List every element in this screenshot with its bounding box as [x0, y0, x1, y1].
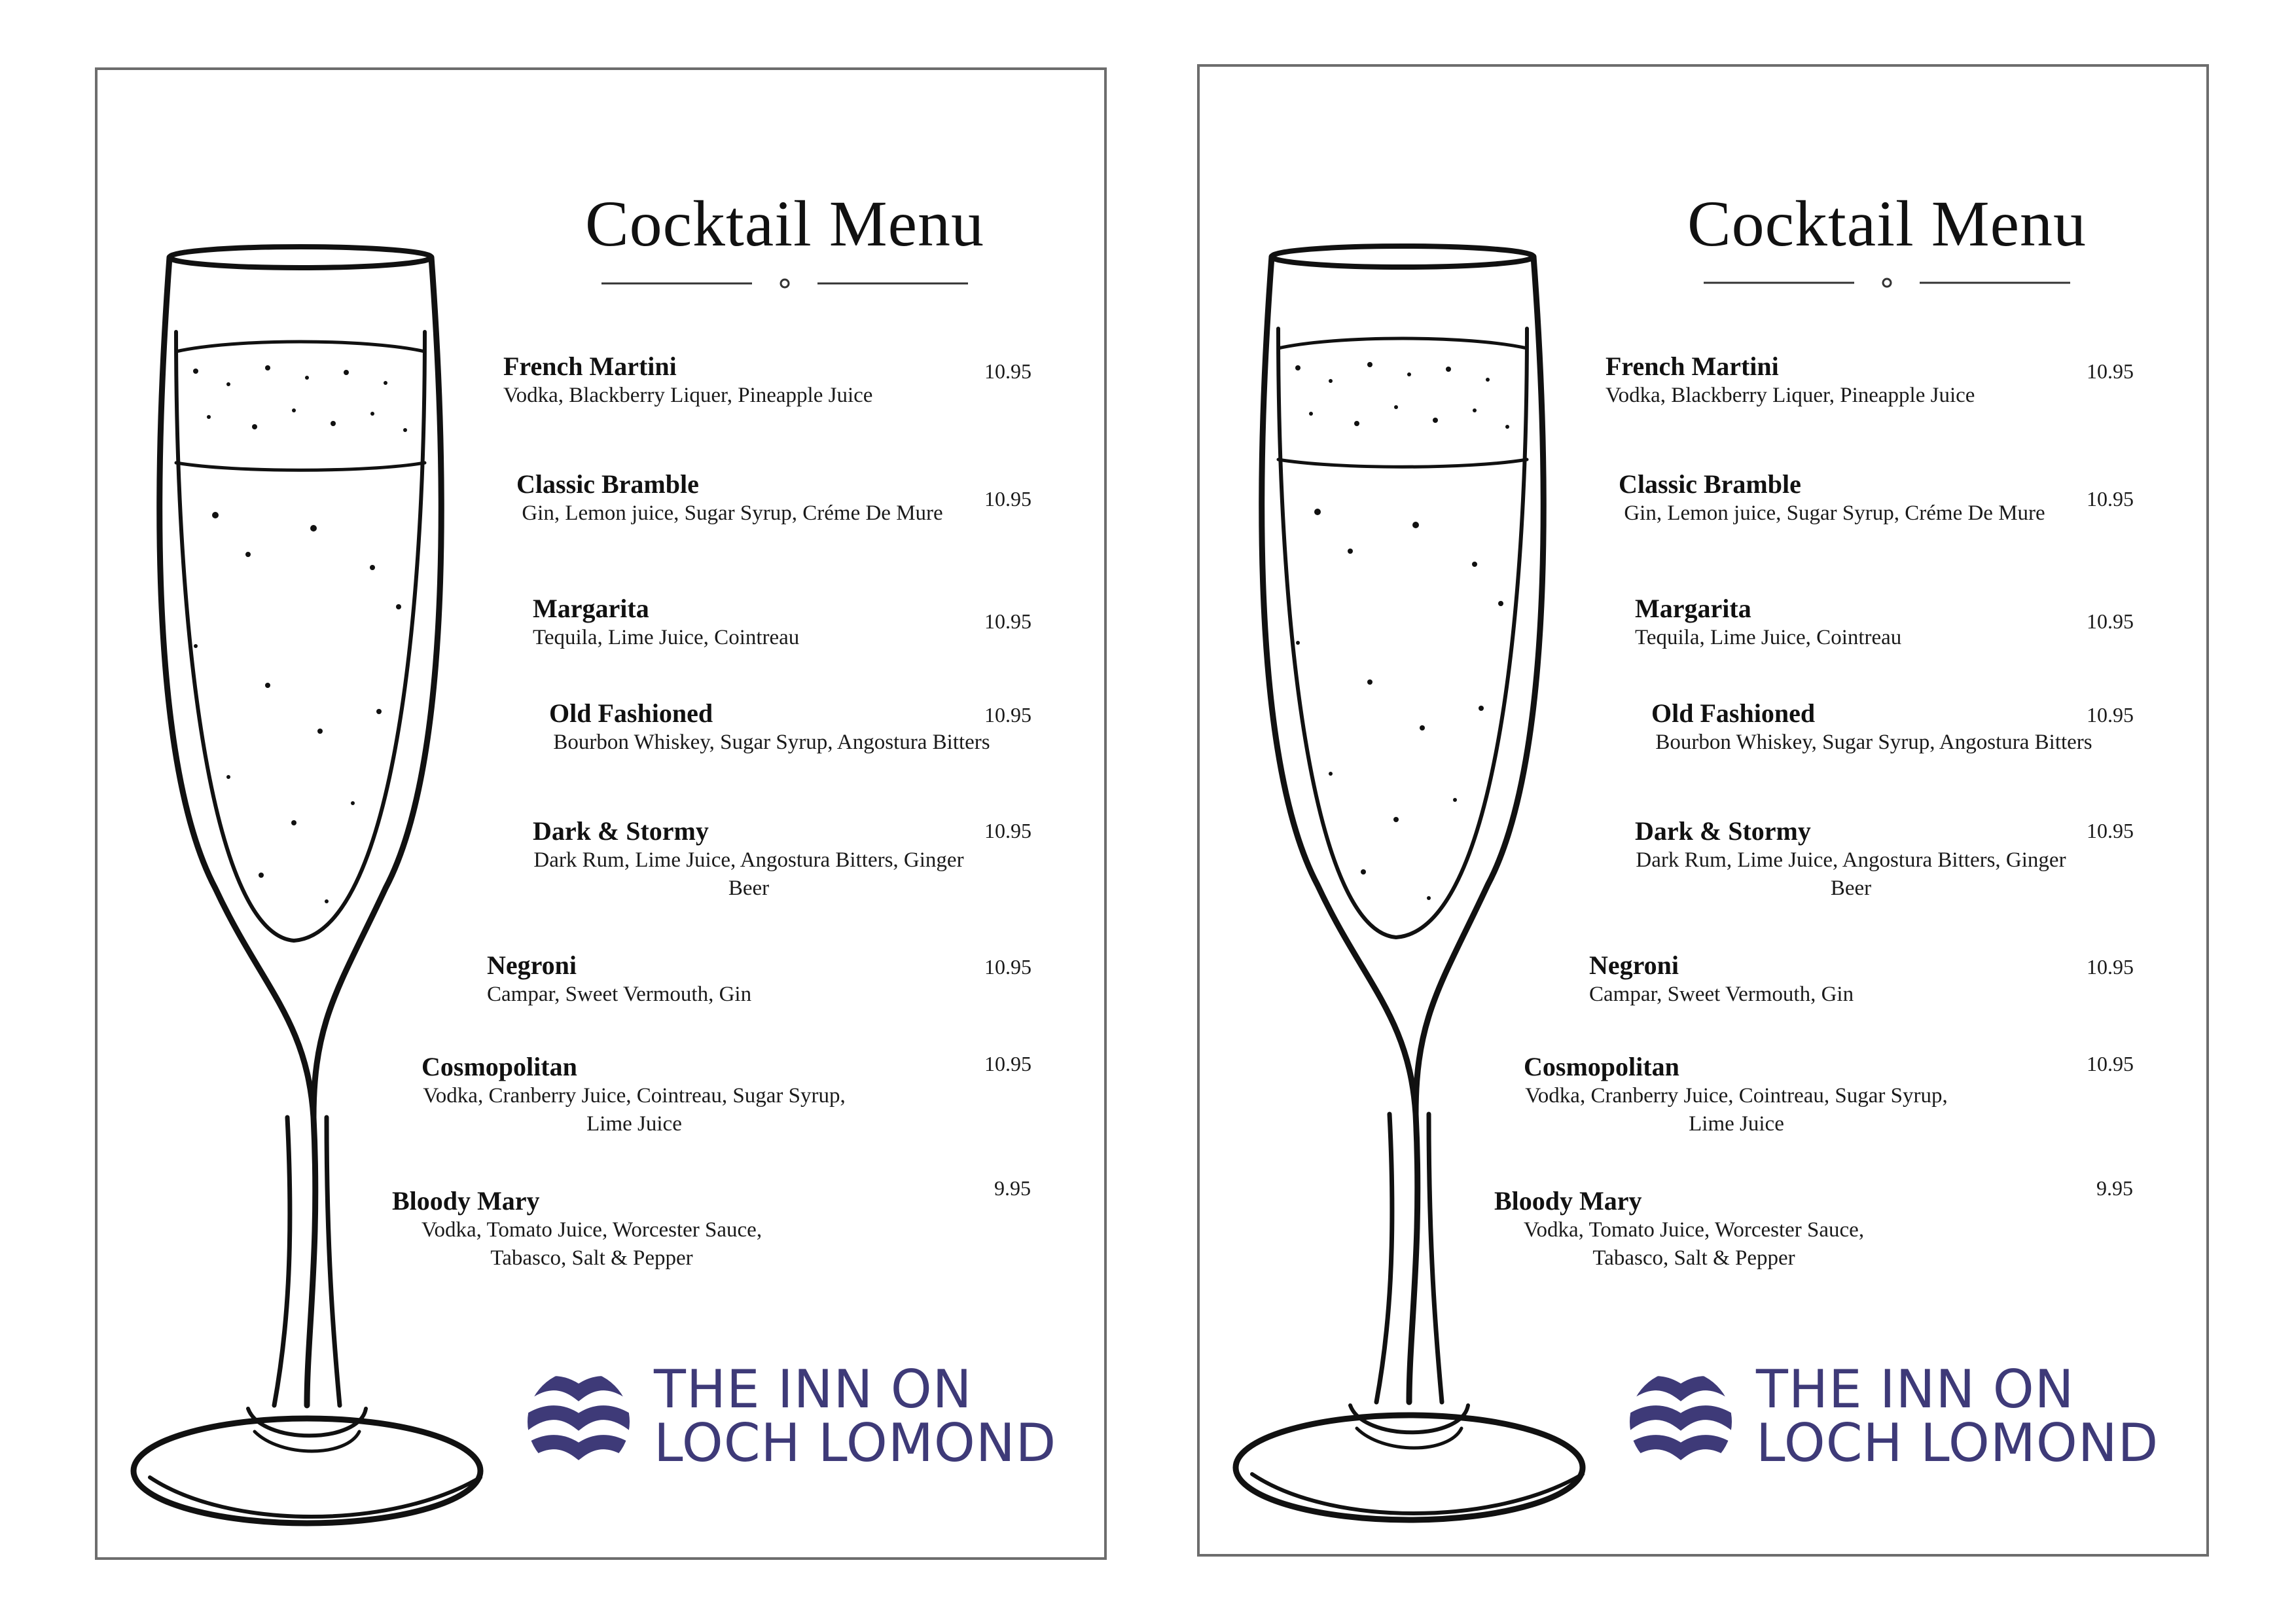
menu-item-price: 10.95 — [2087, 359, 2134, 383]
menu-item — [533, 594, 1004, 652]
menu-item — [487, 950, 958, 1009]
menu-item-name: Dark & Stormy — [533, 816, 709, 846]
logo-text — [654, 1359, 1057, 1473]
menu-item-description: Vodka, Tomato Juice, Worcester Sauce, Tabasco, Salt & Pepper — [1523, 1218, 1865, 1270]
champagne-glass-illustration — [1200, 67, 2209, 1557]
menu-item — [1494, 1186, 1893, 1272]
menu-item — [549, 698, 994, 757]
menu-item-name: Dark & Stormy — [1635, 816, 1811, 846]
menu-item-description: Bourbon Whiskey, Sugar Syrup, Angostura Bitters — [1655, 731, 2092, 754]
waves-icon — [523, 1369, 634, 1474]
menu-item — [1524, 1052, 1949, 1138]
menu-item-price: 10.95 — [984, 819, 1031, 842]
menu-item-price: 10.95 — [984, 703, 1031, 727]
menu-item-name: Classic Bramble — [1619, 469, 1801, 499]
logo-line-2: LOCH LOMOND — [1756, 1413, 2159, 1473]
menu-item — [1651, 698, 2096, 757]
menu-page-left — [95, 67, 1107, 1560]
logo-text — [1756, 1359, 2159, 1473]
menu-item-description: Dark Rum, Lime Juice, Angostura Bitters, Ginger Beer — [533, 848, 964, 900]
menu-item — [1635, 594, 2106, 652]
menu-item-description: Vodka, Cranberry Juice, Cointreau, Sugar Syrup, Lime Juice — [423, 1084, 846, 1136]
menu-item-description: Gin, Lemon juice, Sugar Syrup, Créme De Mure — [1624, 501, 2045, 525]
menu-item-price: 10.95 — [984, 487, 1031, 511]
menu-item-price: 10.95 — [2087, 609, 2134, 633]
menu-item-price: 10.95 — [984, 1052, 1031, 1075]
menu-item-name: Bloody Mary — [392, 1186, 540, 1216]
menu-item-description: Campar, Sweet Vermouth, Gin — [487, 983, 752, 1006]
menu-item-price: 10.95 — [984, 609, 1031, 633]
menu-item-name: Cosmopolitan — [1524, 1052, 1679, 1081]
menu-item-description: Tequila, Lime Juice, Cointreau — [533, 626, 800, 649]
menu-item-name: Old Fashioned — [549, 698, 713, 728]
menu-item-name: Margarita — [1635, 594, 1751, 623]
menu-item-description: Tequila, Lime Juice, Cointreau — [1635, 626, 1902, 649]
menu-item-name: French Martini — [503, 352, 677, 381]
champagne-glass-illustration — [98, 70, 1107, 1560]
menu-item-description: Campar, Sweet Vermouth, Gin — [1589, 983, 1854, 1006]
menu-item-description: Dark Rum, Lime Juice, Angostura Bitters, Ginger Beer — [1636, 848, 2066, 900]
menu-item-name: Negroni — [1589, 950, 1679, 980]
menu-item — [533, 816, 965, 903]
title-divider — [601, 277, 968, 290]
menu-item-name: Cosmopolitan — [422, 1052, 577, 1081]
menu-item-price: 9.95 — [994, 1176, 1031, 1200]
menu-item-price: 10.95 — [2087, 487, 2134, 511]
menu-item-price: 10.95 — [2087, 1052, 2134, 1075]
menu-item — [1589, 950, 2060, 1009]
menu-item-price: 10.95 — [2087, 955, 2134, 979]
inn-logo — [523, 1359, 1057, 1487]
menu-item-description: Vodka, Blackberry Liquer, Pineapple Juice — [1605, 384, 1975, 407]
menu-item-description: Bourbon Whiskey, Sugar Syrup, Angostura Bitters — [553, 731, 990, 754]
menu-item-price: 10.95 — [2087, 819, 2134, 842]
menu-item — [1619, 469, 2051, 528]
logo-line-1: THE INN ON — [654, 1359, 973, 1420]
menu-item — [392, 1186, 791, 1272]
menu-title: Cocktail Menu — [1687, 187, 2087, 260]
menu-item — [503, 352, 975, 410]
menu-item-name: Margarita — [533, 594, 649, 623]
menu-item-price: 10.95 — [2087, 703, 2134, 727]
waves-icon — [1625, 1369, 1736, 1474]
menu-item — [422, 1052, 847, 1138]
menu-item-name: Bloody Mary — [1494, 1186, 1642, 1216]
menu-item-price: 9.95 — [2096, 1176, 2133, 1200]
menu-item-description: Vodka, Cranberry Juice, Cointreau, Sugar Syrup, Lime Juice — [1525, 1084, 1948, 1136]
menu-item-name: French Martini — [1605, 352, 1779, 381]
menu-item-name: Negroni — [487, 950, 577, 980]
menu-item — [1605, 352, 2077, 410]
menu-item-name: Old Fashioned — [1651, 698, 1816, 728]
menu-item-description: Gin, Lemon juice, Sugar Syrup, Créme De Mure — [522, 501, 943, 525]
menu-item-description: Vodka, Tomato Juice, Worcester Sauce, Tabasco, Salt & Pepper — [421, 1218, 762, 1270]
inn-logo — [1625, 1359, 2159, 1487]
menu-item-description: Vodka, Blackberry Liquer, Pineapple Juice — [503, 384, 873, 407]
title-divider — [1704, 276, 2070, 289]
menu-item-name: Classic Bramble — [516, 469, 699, 499]
menu-item — [516, 469, 948, 528]
menu-title: Cocktail Menu — [584, 187, 985, 260]
menu-page-right — [1197, 64, 2209, 1557]
menu-item-price: 10.95 — [984, 359, 1031, 383]
menu-item-price: 10.95 — [984, 955, 1031, 979]
logo-line-1: THE INN ON — [1756, 1359, 2075, 1420]
logo-line-2: LOCH LOMOND — [654, 1413, 1057, 1473]
menu-item — [1635, 816, 2067, 903]
